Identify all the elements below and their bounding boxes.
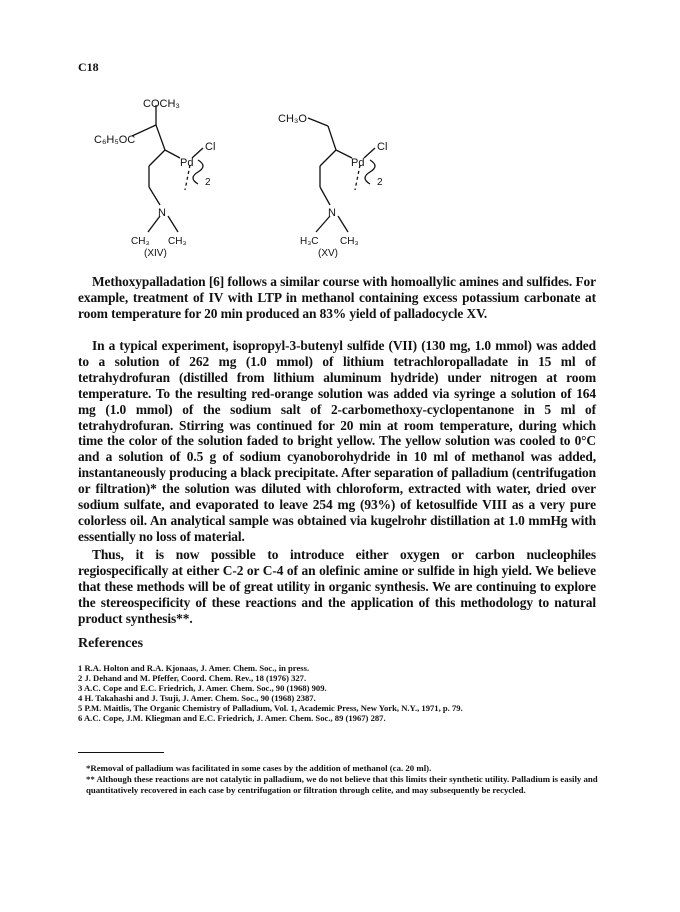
reference-list xyxy=(78,663,598,724)
chemical-structures-figure xyxy=(0,0,680,260)
page-number: C18 xyxy=(78,60,99,74)
xiv-side-group: C₆H₅OC xyxy=(94,134,136,146)
xiv-nitrogen: N xyxy=(158,207,166,219)
xv-methyl-1: H₃C xyxy=(300,236,319,247)
references-heading: References xyxy=(78,636,144,651)
xv-label: (XV) xyxy=(318,248,338,259)
reference-item: 1 R.A. Holton and R.A. Kjonaas, J. Amer. Chem. Soc., in press. xyxy=(78,663,310,673)
reference-item: 5 P.M. Maitlis, The Organic Chemistry of Palladium, Vol. 1, Academic Press, New York, N.Y., 1971, p. 79. xyxy=(78,703,463,714)
xv-metal: Pd xyxy=(351,157,365,169)
xv-methyl-2: CH₃ xyxy=(340,236,359,247)
xiv-methyl-1: CH₃ xyxy=(131,236,150,247)
xiv-bridge: 2 xyxy=(205,177,211,188)
xv-bridge: 2 xyxy=(377,177,383,188)
footnote-item: *Removal of palladium was facilitated in some cases by the addition of methanol (ca. 20 ml). xyxy=(86,763,432,773)
reference-item: 3 A.C. Cope and E.C. Friedrich, J. Amer. Chem. Soc., 90 (1968) 909. xyxy=(78,683,327,694)
reference-item: 2 J. Dehand and M. Pfeffer, Coord. Chem. Rev., 18 (1976) 327. xyxy=(78,673,307,684)
structure-xv xyxy=(308,118,375,232)
footnote-divider xyxy=(78,752,164,753)
footnotes xyxy=(86,763,606,796)
body-paragraph: Thus, it is now possible to introduce either oxygen or carbon nucleophiles regiospecifically at either C-2 or C-4 of an olefinic amine or sulfide in high yield. We believe that these methods will be of great utility in organic synthesis. We are continuing to explore the stereospecificity of these reactions and the application of this methodology to natural product synthesis**. xyxy=(78,547,596,626)
reference-item: 6 A.C. Cope, J.M. Kliegman and E.C. Friedrich, J. Amer. Chem. Soc., 89 (1967) 287. xyxy=(78,713,386,724)
xiv-top-group: COCH₃ xyxy=(143,98,180,110)
footnote-item: ** Although these reactions are not catalytic in palladium, we do not believe that this limits their synthetic utility. Palladium is easily and quantitatively recovered in each case by centrifugation or filtration through celite, and may subsequently be recycled. xyxy=(86,774,598,795)
xv-ligand: Cl xyxy=(377,141,388,153)
xiv-ligand: Cl xyxy=(205,141,216,153)
xiv-label: (XIV) xyxy=(144,248,167,259)
xiv-metal: Pd xyxy=(180,157,194,169)
xv-nitrogen: N xyxy=(328,207,336,219)
xv-top-group: CH₃O xyxy=(278,113,307,125)
body-paragraph: Methoxypalladation [6] follows a similar course with homoallylic amines and sulfides. For example, treatment of IV with LTP in methanol containing excess potassium carbonate at room temperature for 20 min produced an 83% yield of palladocycle XV. xyxy=(78,274,596,321)
reference-item: 4 H. Takahashi and J. Tsuji, J. Amer. Chem. Soc., 90 (1968) 2387. xyxy=(78,693,316,704)
xiv-methyl-2: CH₃ xyxy=(168,236,187,247)
body-paragraph: In a typical experiment, isopropyl-3-butenyl sulfide (VII) (130 mg, 1.0 mmol) was added to a solution of 262 mg (1.0 mmol) of lithium tetrachloropalladate in 15 ml of tetrahydrofuran (distilled from lithium aluminum hydride) under nitrogen at room temperature. To the resulting red-orange solution was added via syringe a solution of 164 mg (1.0 mmol) of the sodium salt of 2-carbomethoxy-cyclopentanone in 5 ml of tetrahydrofuran. Stirring was continued for 20 min at room temperature, during which time the color of the solution faded to bright yellow. The yellow solution was cooled to 0°C and a solution of 0.5 g of sodium cyanoborohydride in 10 ml of methanol was added, instantaneously producing a black precipitate. After separation of palladium (centrifugation or filtration)* the solution was diluted with chloroform, extracted with water, dried over sodium sulfate, and evaporated to leave 254 mg (93%) of ketosulfide VIII as a very pure colorless oil. An analytical sample was obtained via kugelrohr distillation at 1.0 mmHg with essentially no loss of material. xyxy=(78,338,596,544)
